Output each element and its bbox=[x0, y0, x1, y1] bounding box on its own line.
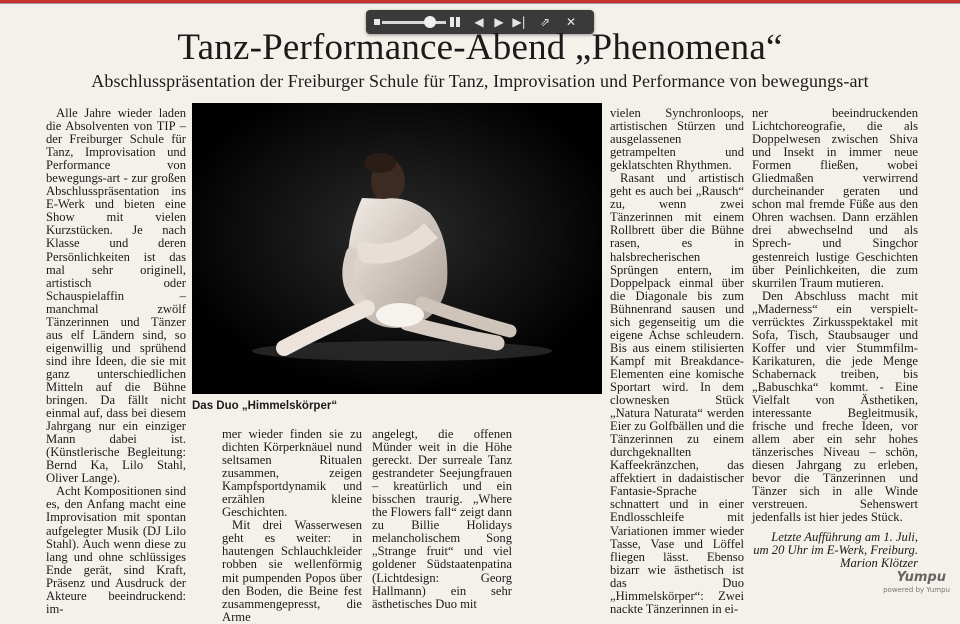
column-4 bbox=[610, 107, 744, 616]
paragraph: Den Abschluss macht mit „Maderness“ ein verspielt-verrücktes Zirkusspektakel mit Sofa, Tisch, Staubsauger und Koffer und vier Stummfilm-Karikaturen, die jede Menge Schabernack treiben, bis „Babuschka“ kommt. - Eine Vielfalt von Ästhetiken, interessante Begleitmusik, frische und freche Ideen, vor allem aber ein sehr hohes tänzerisches Niveau – schön, diesen Jahrgang zu erleben, bevor die Tänzerinnen und Tänzer sich in alle Winde verstreuen. Sehenswert jedenfalls ist hier jedes Stück. bbox=[752, 288, 918, 525]
dancers-illustration bbox=[192, 103, 602, 394]
column-1 bbox=[46, 107, 186, 616]
paragraph: Acht Kompositionen sind es, den Anfang macht eine Improvisation mit spontan aufgelegter Musik (DJ Lilo Stahl). Auch wenn diese zu lang und ohne schlüssiges Ende gerät, sind Kraft, Präsenz und Ausdruck der Akteure beeindruckend: im- bbox=[46, 484, 186, 616]
watermark-logo: Yumpu bbox=[896, 570, 946, 585]
article-subtitle: Abschlusspräsentation der Freiburger Schule für Tanz, Improvisation und Performance von bewegungs-art bbox=[91, 71, 869, 91]
author-credit: Marion Klötzer bbox=[839, 555, 918, 570]
dancers-photo bbox=[192, 103, 602, 394]
paragraph: ner beeindruckenden Lichtchoreografie, die als Doppelwesen zwischen Shiva und Insekt in immer neue Formen fließen, wobei Gliedmaßen verwirrend durcheinander geraten und schon mal fremde Füße aus den Ohren wachsen. Dann erzählen drei abwechselnd und als Sprech- und Singchor gestenreich lustige Geschichten über Peinlichkeiten, die zum skurrilen Traum mutieren. bbox=[752, 106, 918, 290]
play-icon[interactable]: ▶ bbox=[494, 15, 504, 29]
paragraph: angelegt, die offenen Münder weit in die Höhe gereckt. Der surreale Tanz gestrandeter Seejungfrauen – kreatürlich und ein bisschen traurig. „Where the Flowers fall“ zeigt dann zu Billie Holidays melancholischem Song „Strange fruit“ und viel goldener Südstaatenpatina (Lichtdesign: Georg Hallmann) ein sehr ästhetisches Duo mit bbox=[372, 427, 512, 611]
close-icon[interactable]: ✕ bbox=[565, 15, 577, 29]
paragraph: mer wieder finden sie zu dichten Körperknäuel nund seltsamen Ritualen zusammen, zeigen Kampfsportdynamik und erzählen kleine Geschichten. bbox=[222, 427, 362, 520]
paragraph: Rasant und artistisch geht es auch bei „Rausch“ zu, wenn zwei Tänzerinnen mit einem Rollbrett über die Bühne rasen, es in halsbrecherischen Sprüngen entern, im Doppelpack einmal über die Diagonale bis zum Bühnenrand sausen und sich gegenseitig um die eigene Achse schleudern. Bis aus einem stilisierten Kampf mit Breakdance-Elementen eine komische Sportart wird. In dem clownesken Stück „Natura Naturata“ werden Eier zu Golfbällen und die Tänzerinnen zu einem durchgeknallten Kaffeekränzchen, das affektiert in dadaistischer Fantasie-Sprache schnattert und in einer Endlosschleife mit Variationen immer wieder Tasse, Vase und Löffel fliegen lässt. Ebenso bizarr wie ästhetisch ist das Duo „Himmelskörper“: Zwei nackte Tänzerinnen in ei- bbox=[610, 171, 744, 616]
zoom-slider-track[interactable] bbox=[382, 21, 446, 24]
zoom-out-icon[interactable] bbox=[374, 19, 380, 25]
photo-caption: Das Duo „Himmelskörper“ bbox=[192, 400, 338, 412]
watermark-caption: powered by Yumpu bbox=[883, 586, 950, 594]
prev-icon[interactable]: ◀ bbox=[474, 15, 484, 29]
next-icon[interactable]: ▶| bbox=[512, 15, 526, 29]
paragraph: Alle Jahre wieder laden die Absolventen von TIP – der Freiburger Schule für Tanz, Improvisation und Performance von bewegungs-art - zur großen Abschlusspräsentation ins E-Werk und bieten eine Show mit vielen Kurzstücken. Je nach Klasse und deren Persönlichkeiten ist das mal sehr originell, artistisch oder Schauspielaffin – manchmal zwölf Tänzerinnen und Tänzer aus elf Ländern sind, so eigenwillig und sprühend sind ihre Ideen, die sie mit ganz unterschiedlichen Mitteln auf die Bühne bringen. Da fällt nicht einmal auf, dass bei diesem Jahrgang nur ein einziger Mann dabei ist. (Künstlerische Begleitung: Bernd Ka, Lilo Stahl, Oliver Lange). bbox=[46, 106, 186, 486]
column-2 bbox=[222, 428, 362, 624]
article-title: Tanz-Performance-Abend „Phenomena“ bbox=[177, 27, 783, 68]
paragraph: Mit drei Wasserwesen geht es weiter: in hautengen Schlauchkleider robben sie wellenförmig mit pumpenden Popos über den Boden, die Beine fest zusammengepresst, die Arme bbox=[222, 518, 362, 624]
share-icon[interactable]: ⇗ bbox=[539, 15, 551, 29]
performance-footnote: Letzte Aufführung am 1. Juli, um 20 Uhr im E-Werk, Freiburg. bbox=[753, 529, 918, 557]
divider-line bbox=[0, 3, 960, 4]
column-5 bbox=[752, 107, 918, 570]
paragraph: vielen Synchronloops, artistischen Stürzen und ausgelassenen getrampelten und geklatschten Rhythmen. bbox=[610, 106, 744, 173]
column-3 bbox=[372, 428, 512, 611]
